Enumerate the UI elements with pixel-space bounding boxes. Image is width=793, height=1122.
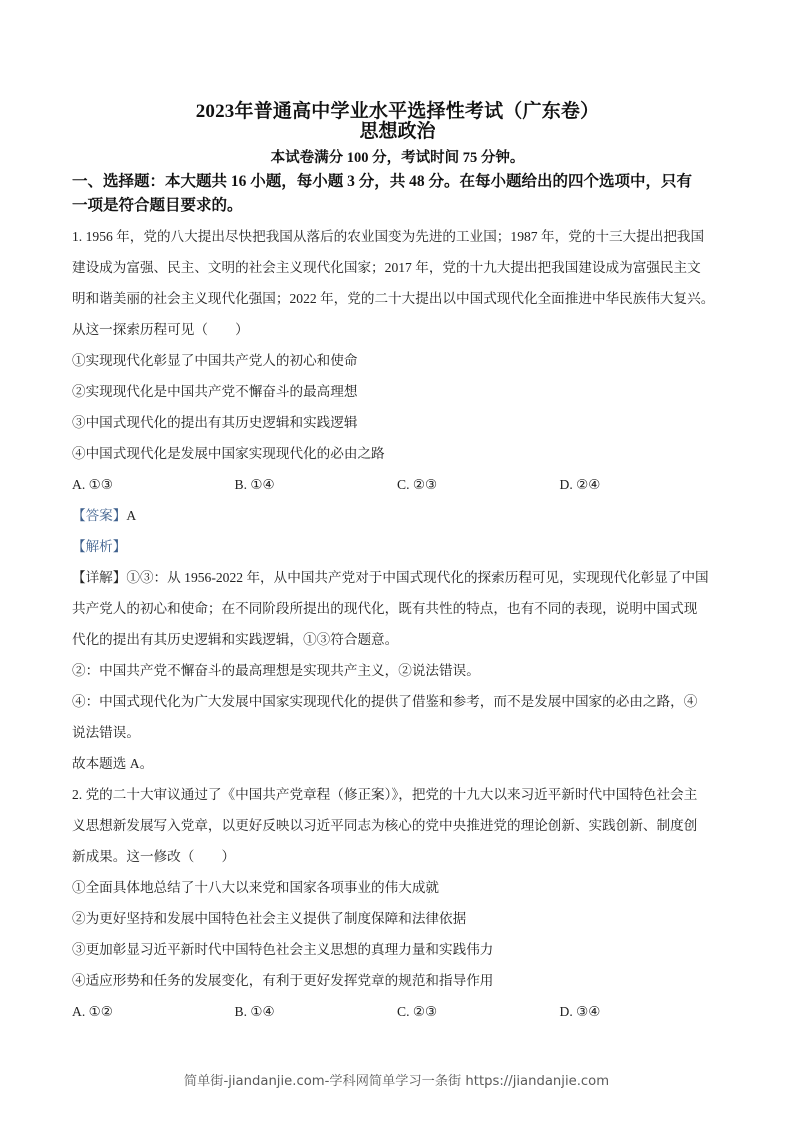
question-2-statement: ①全面具体地总结了十八大以来党和国家各项事业的伟大成就 [72,880,440,895]
section-heading-line-1: 一、选择题：本大题共 16 小题，每小题 3 分，共 48 分。在每小题给出的四个选项中，只有 [72,173,693,190]
question-2-stem-line: 新成果。这一修改（ ） [72,849,236,864]
question-2-stem-line: 义思想新发展写入党章，以更好反映以习近平同志为核心的党中央推进党的理论创新、实践创新、制度创 [72,818,698,833]
exam-subject: 思想政治 [359,121,436,142]
section-heading [72,170,723,218]
explanation-line: 故本题选 A。 [72,756,154,771]
footer-watermark: 简单街-jiandanjie.com-学科网简单学习一条街 https://jiandanjie.com [183,1074,610,1089]
option-b: B. ①④ [234,1004,275,1019]
question-1-stem-line: 1. 1956 年，党的八大提出尽快把我国从落后的农业国变为先进的工业国；1987 年，党的十三大提出把我国 [72,229,705,244]
question-2-stem-line: 2. 党的二十大审议通过了《中国共产党章程（修正案）》，把党的十九大以来习近平新时代中国特色社会主 [72,787,698,802]
option-c: C. ②③ [397,477,438,492]
answer-tag: 【答案】 [72,508,127,523]
exam-title: 2023年普通高中学业水平选择性考试（广东卷） [195,101,600,122]
question-2-statement: ③更加彰显习近平新时代中国特色社会主义思想的真理力量和实践伟力 [72,942,494,957]
question-1-statement: ②实现现代化是中国共产党不懈奋斗的最高理想 [72,384,358,399]
analysis-tag: 【解析】 [72,539,127,554]
option-a: A. ①③ [72,477,113,492]
question-1-stem-line: 明和谐美丽的社会主义现代化强国；2022 年，党的二十大提出以中国式现代化全面推进中华民族伟大复兴。 [72,291,715,306]
question-2-options [72,996,723,1027]
question-1-statement: ①实现现代化彰显了中国共产党人的初心和使命 [72,353,358,368]
exam-body [72,221,723,1027]
explanation-line: ④：中国式现代化为广大发展中国家实现现代化的提供了借鉴和参考，而不是发展中国家的必由之路，④ [72,694,698,709]
explanation-line: 说法错误。 [72,725,140,740]
question-2-statement: ④适应形势和任务的发展变化，有利于更好发挥党章的规范和指导作用 [72,973,494,988]
option-d: D. ③④ [559,1004,601,1019]
question-1 [72,221,723,779]
option-c: C. ②③ [397,1004,438,1019]
question-1-stem-line: 建设成为富强、民主、文明的社会主义现代化国家；2017 年，党的十九大提出把我国建设成为富强民主文 [72,260,701,275]
explanation-line: 共产党人的初心和使命；在不同阶段所提出的现代化，既有共性的特点，也有不同的表现，说明中国式现 [72,601,698,616]
exam-info: 本试卷满分 100 分，考试时间 75 分钟。 [270,150,525,166]
option-b: B. ①④ [234,477,275,492]
section-heading-line-2: 一项是符合题目要求的。 [72,197,243,214]
question-2 [72,779,723,1027]
question-1-stem-line: 从这一探索历程可见（ ） [72,322,249,337]
question-1-statement: ④中国式现代化是发展中国家实现现代化的必由之路 [72,446,385,461]
question-1-statement: ③中国式现代化的提出有其历史逻辑和实践逻辑 [72,415,358,430]
explanation-line: 代化的提出有其历史逻辑和实践逻辑，①③符合题意。 [72,632,399,647]
explanation-line: ②：中国共产党不懈奋斗的最高理想是实现共产主义，②说法错误。 [72,663,480,678]
question-1-options [72,469,723,500]
answer-line [72,500,723,531]
answer-value: A [126,508,137,523]
question-2-statement: ②为更好坚持和发展中国特色社会主义提供了制度保障和法律依据 [72,911,467,926]
option-a: A. ①② [72,1004,113,1019]
option-d: D. ②④ [559,477,601,492]
explanation-line: 【详解】①③：从 1956-2022 年，从中国共产党对于中国式现代化的探索历程可见，实现现代化彰显了中国 [72,570,709,585]
